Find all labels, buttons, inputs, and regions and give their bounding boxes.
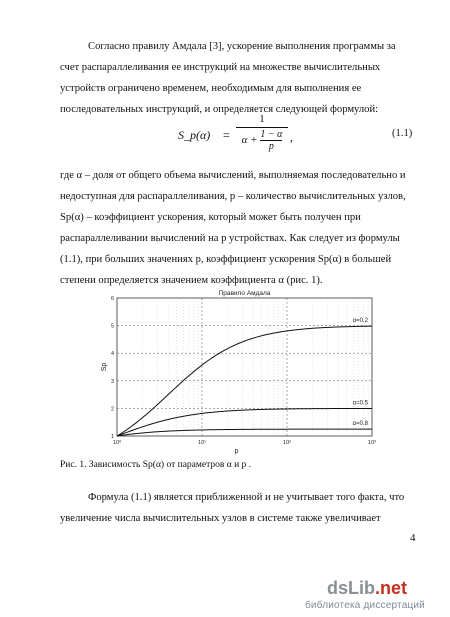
y-tick-label: 2 bbox=[110, 406, 114, 413]
y-tick-label: 4 bbox=[110, 351, 114, 358]
text-line: Согласно правилу Амдала [3], ускорение выполнения программы за bbox=[88, 41, 396, 52]
y-tick-label: 3 bbox=[110, 378, 114, 385]
text-line: Формула (1.1) является приближенной и не учитывает того факта, что bbox=[88, 492, 405, 503]
watermark-logo-left: dsLib bbox=[327, 578, 375, 598]
series-label-3: α=0.8 bbox=[352, 421, 368, 428]
x-axis-label: p bbox=[234, 448, 239, 455]
text-line: где α – доля от общего объема вычислений, выполняемая последовательно и bbox=[60, 170, 406, 181]
figure-amdahl-chart bbox=[100, 288, 382, 456]
series-line-3 bbox=[117, 429, 372, 436]
x-tick-label: 10³ bbox=[368, 440, 376, 446]
text-line: распараллеливании вычислений на p устройствах. Как следует из формулы bbox=[60, 233, 400, 244]
text-line: степени определяется значением коэффициента α (рис. 1). bbox=[60, 275, 323, 286]
paragraph-explanation bbox=[60, 165, 416, 291]
watermark-logo-right: .net bbox=[375, 578, 408, 598]
text-line: счет распараллеливания ее инструкций на множестве вычислительных bbox=[60, 62, 381, 73]
chart-title: Правило Амдала bbox=[218, 290, 271, 297]
text-line: недоступная для распараллеливания, p – количество вычислительных узлов, bbox=[60, 191, 406, 202]
formula-inner-denominator: p bbox=[268, 141, 274, 152]
formula-inner-numerator: 1 − α bbox=[260, 129, 283, 140]
watermark-subtitle: библиотека диссертаций bbox=[305, 600, 425, 611]
series-line-1 bbox=[117, 326, 372, 436]
text-line: последовательных инструкций, и определяется следующей формулой: bbox=[60, 104, 379, 115]
page-number: 4 bbox=[410, 532, 416, 544]
formula-denominator bbox=[236, 129, 288, 152]
y-tick-label: 6 bbox=[110, 296, 114, 302]
text-line: (1.1), при больших значениях p, коэффициент ускорения Sp(α) в большей bbox=[60, 254, 392, 265]
x-tick-label: 10⁰ bbox=[112, 440, 122, 446]
watermark-logo bbox=[327, 578, 407, 599]
formula-numerator: 1 bbox=[259, 113, 265, 125]
formula-equals: = bbox=[223, 128, 230, 142]
formula-comma: , bbox=[290, 130, 293, 144]
y-tick-label: 1 bbox=[110, 434, 114, 440]
paragraph-formula-note bbox=[60, 487, 416, 529]
plot-frame bbox=[117, 298, 372, 436]
figure-caption: Рис. 1. Зависимость Sp(α) от параметров α и p . bbox=[60, 460, 252, 470]
y-tick-label: 5 bbox=[110, 323, 114, 330]
text-line: устройств ограничено временем, необходимым для выполнения ее bbox=[60, 83, 362, 94]
y-axis-label: Sp bbox=[101, 362, 108, 372]
formula-den-alpha: α + bbox=[241, 134, 258, 147]
x-tick-label: 10¹ bbox=[198, 440, 206, 446]
paragraph-amdahl-intro bbox=[60, 36, 416, 120]
series-label-1: α=0.2 bbox=[352, 318, 368, 325]
amdahl-chart-svg bbox=[100, 288, 382, 456]
formula-amdahl bbox=[178, 112, 308, 164]
series-label-2: α=0.5 bbox=[352, 400, 368, 407]
equation-number: (1.1) bbox=[392, 128, 413, 139]
x-tick-label: 10² bbox=[283, 440, 291, 446]
fraction-bar bbox=[236, 127, 288, 128]
formula-inner-fraction bbox=[260, 129, 282, 152]
text-line: увеличение числа вычислительных узлов в системе также увеличивает bbox=[60, 513, 381, 524]
formula-fraction bbox=[236, 112, 288, 152]
formula-lhs: S_p(α) bbox=[178, 128, 211, 142]
text-line: Sp(α) – коэффициент ускорения, который может быть получен при bbox=[60, 212, 361, 223]
